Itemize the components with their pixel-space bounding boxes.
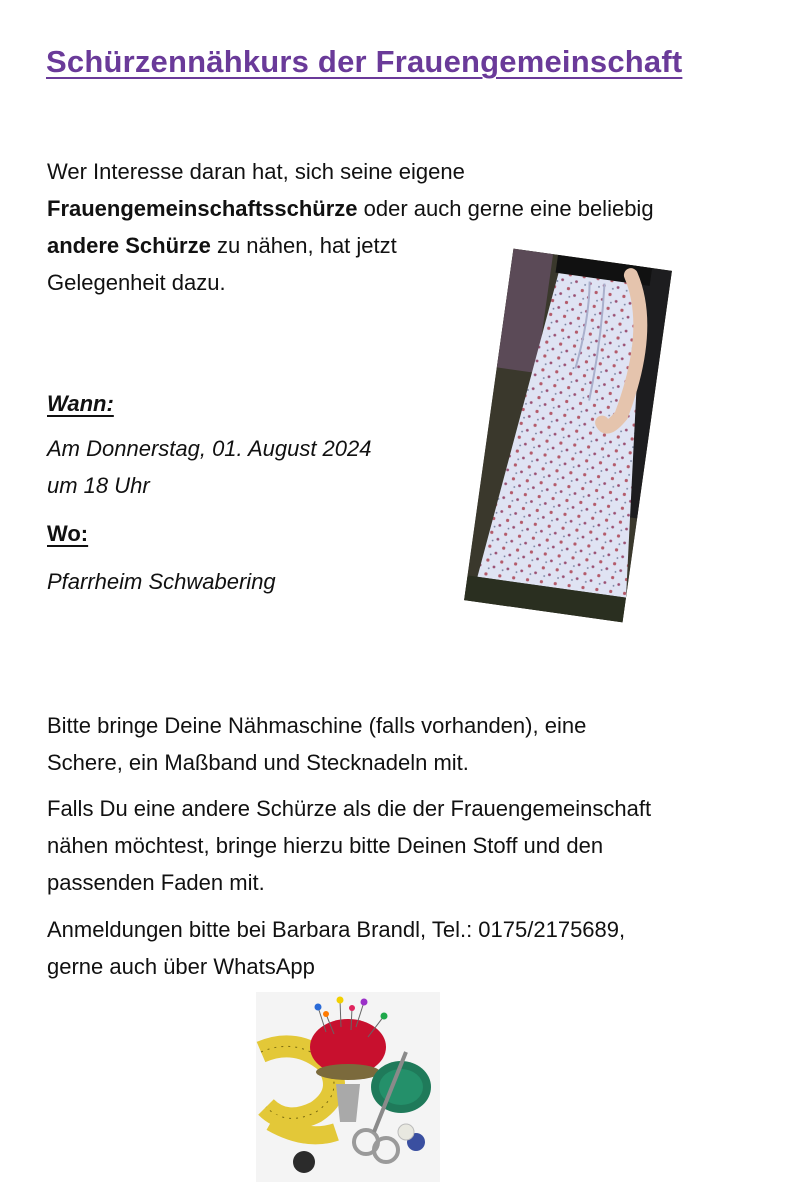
intro-line-2: [47, 190, 747, 227]
sewing-supplies-photo: [256, 992, 440, 1182]
intro-line-3: [47, 227, 747, 264]
sewing-supplies-illustration: [256, 992, 440, 1182]
page-title: Schürzennähkurs der Frauengemeinschaft: [46, 44, 683, 79]
other-line-2: nähen möchtest, bringe hierzu bitte Deinen Stoff und den: [47, 833, 604, 858]
apron-photo: [464, 249, 672, 623]
where-place: Pfarrheim Schwabering: [47, 569, 276, 594]
where-label: Wo:: [47, 521, 89, 546]
contact-line-1: Anmeldungen bitte bei Barbara Brandl, Tel.: 0175/2175689,: [47, 917, 626, 942]
intro-bold-1: Frauengemeinschaftsschürze: [47, 196, 358, 221]
intro-mid-1: oder auch gerne eine beliebig: [357, 196, 654, 221]
contact-paragraph: [47, 911, 625, 985]
intro-bold-2: andere Schürze: [47, 233, 211, 258]
bring-line-1: Bitte bringe Deine Nähmaschine (falls vorhanden), eine: [47, 713, 587, 738]
bring-paragraph: [47, 707, 586, 781]
intro-line-4: Gelegenheit dazu.: [47, 270, 226, 295]
apron-illustration: [464, 249, 672, 623]
intro-line-1: Wer Interesse daran hat, sich seine eigene: [47, 159, 465, 184]
intro-mid-2: zu nähen, hat jetzt: [210, 233, 397, 258]
contact-line-2: gerne auch über WhatsApp: [47, 954, 315, 979]
other-line-3: passenden Faden mit.: [47, 870, 265, 895]
other-fabric-paragraph: [47, 790, 651, 901]
when-time: um 18 Uhr: [47, 473, 150, 498]
bring-line-2: Schere, ein Maßband und Stecknadeln mit.: [47, 750, 469, 775]
other-line-1: Falls Du eine andere Schürze als die der Frauengemeinschaft: [47, 796, 652, 821]
when-label: Wann:: [47, 391, 114, 416]
when-date: Am Donnerstag, 01. August 2024: [47, 436, 372, 461]
